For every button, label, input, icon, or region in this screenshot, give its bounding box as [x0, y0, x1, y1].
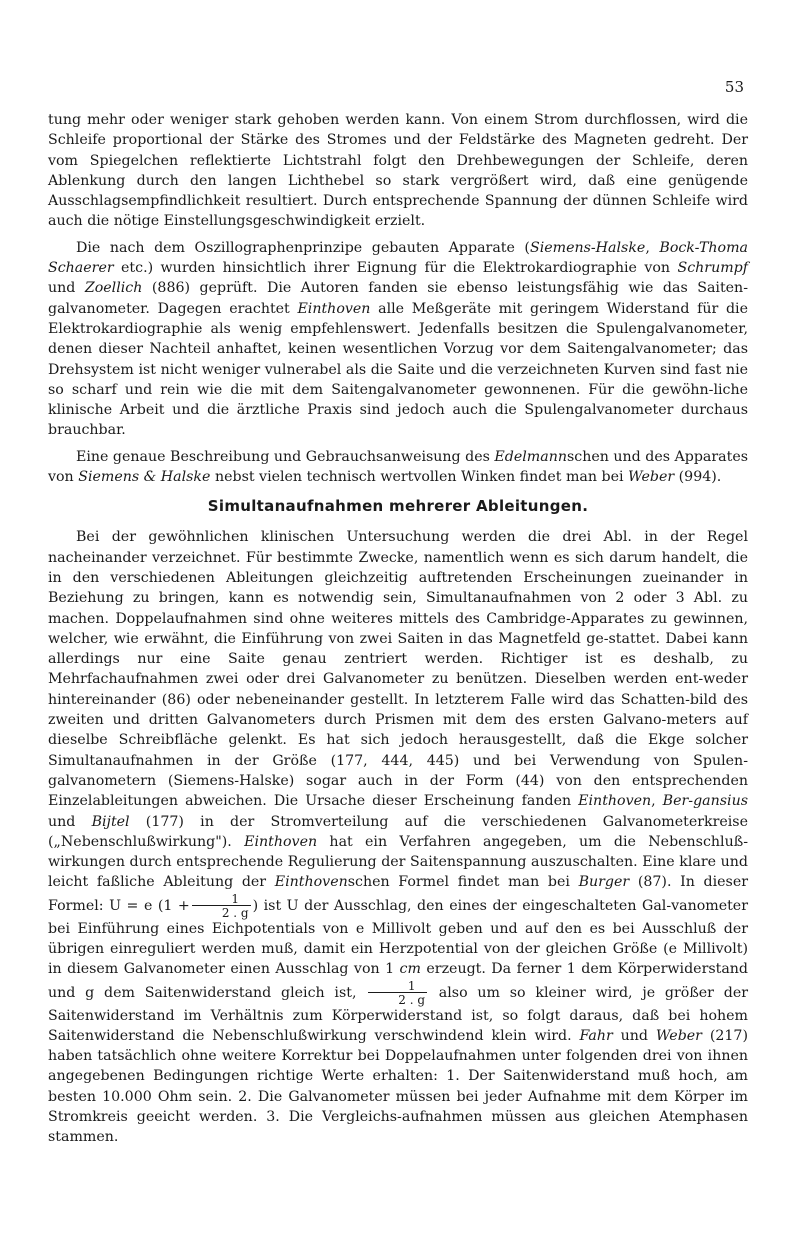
page-number: 53 [724, 78, 744, 96]
paragraph-2: Die nach dem Oszillographenprinzipe gebauten Apparate (Siemens-Halske, Bock-Thoma Schaerer etc.) wurden hinsichtlich ihrer Eignung für die Elektrokardiographie von Schrumpf und Zoellich (886) geprüft. Die Autoren fanden sie ebenso leistungsfähig wie das Saiten-galvanometer. Dagegen erachtet Einthoven alle Meßgeräte mit geringem Widerstand für die Elektrokardiographie als wenig empfehlenswert. Jedenfalls besitzen die Spulengalvanometer, denen dieser Nachteil anhaftet, keinen wesentlichen Vorzug vor dem Saitengalvanometer; das Drehsystem ist nicht weniger vulnerabel als die Saite und die verzeichneten Kurven sind fast nie so scharf und rein wie die mit dem Saitengalvanometer gewonnenen. Für die gewöhn-liche klinische Arbeit und die ärztliche Praxis sind jedoch auch die Spulengalvanometer durchaus brauchbar. [48, 239, 748, 439]
formula-fraction-2: $\frac{1}{2 . g}$ [368, 980, 427, 1006]
paragraph-1: tung mehr oder weniger stark gehoben werden kann. Von einem Strom durchflossen, wird die Schleife proportional der Stärke des Stromes und der Feldstärke des Magneten gedreht. Der vom Spiegelchen reflektierte Lichtstrahl folgt den Drehbewegungen der Schleife, deren Ablenkung durch den langen Lichthebel so stark vergrößert wird, daß eine genügende Ausschlagsempfindlichkeit resultiert. Durch entsprechende Spannung der dünnen Schleife wird auch die nötige Einstellungsgeschwindigkeit erzielt. [48, 112, 748, 230]
formula-fraction: $\frac{1}{2 . g}$ [192, 893, 251, 919]
paragraph-4: Bei der gewöhnlichen klinischen Untersuchung werden die drei Abl. in der Regel nacheinander verzeichnet. Für bestimmte Zwecke, namentlich wenn es sich darum handelt, die in den verschiedenen Ableitungen gleichzeitig auftretenden Erscheinungen zueinander in Beziehung zu bringen, kann es notwendig sein, Simultanaufnahmen von 2 oder 3 Abl. zu machen. Doppelaufnahmen sind ohne weiteres mittels des Cambridge-Apparates zu gewinnen, welcher, wie erwähnt, die Einführung von zwei Saiten in das Magnetfeld ge-stattet. Dabei kann allerdings nur eine Saite genau zentriert werden. Richtiger ist es deshalb, zu Mehrfachaufnahmen zwei oder drei Galvanometer zu benützen. Dieselben werden ent-weder hintereinander (86) oder nebeneinander gestellt. In letzterem Falle wird das Schatten-bild des zweiten und dritten Galvanometers durch Prismen mit dem des ersten Galvano-meters auf dieselbe Schreibfläche gelenkt. Es hat sich jedoch herausgestellt, daß die Ekge solcher Simultanaufnahmen in der Größe (177, 444, 445) und bei Verwendung von Spulen-galvanometern (Siemens-Halske) sogar auch in der Form (44) von den entsprechenden Einzelableitungen abweichen. Die Ursache dieser Erscheinung fanden Einthoven, Ber-gansius und Bijtel (177) in der Stromverteilung auf die verschiedenen Galvanometerkreise („Nebenschlußwirkung"). Einthoven hat ein Verfahren angegeben, um die Nebenschluß-wirkungen durch entsprechende Regulierung der Saitenspannung auszuschalten. Eine klare und leicht faßliche Ableitung der Einthovenschen Formel findet man bei Burger (87). In dieser Formel: U = e (1 + $\frac{1}{2 . g}$ ) ist U der Ausschlag, den eines der eingeschalteten Gal-vanometer bei Einführung eines Eichpotentials von e Millivolt geben und auf den es bei Ausschluß der übrigen einreguliert werden muß, damit ein Herzpotential von der gleichen Größe (e Millivolt) in diesem Galvanometer einen Ausschlag von 1 cm erzeugt. Da ferner 1 dem Körperwiderstand und g dem Saitenwiderstand gleich ist, $\frac{1}{2 . g}$ also um so kleiner wird, je größer der Saitenwiderstand im Verhältnis zum Körperwiderstand ist, so folgt daraus, daß bei hohem Saitenwiderstand die Nebenschlußwirkung verschwindend klein wird. Fahr und Weber (217) haben tatsächlich ohne weitere Korrektur bei Doppelaufnahmen unter folgenden drei von ihnen angegebenen Bedingungen richtige Werte erhalten: 1. Der Saitenwiderstand muß hoch, am besten 10.000 Ohm sein. 2. Die Galvanometer müssen bei jeder Aufnahme mit dem Körper im Stromkreis geeicht werden. 3. Die Vergleichs-aufnahmen müssen aus gleichen Atemphasen stammen. [48, 529, 749, 1146]
paragraph-3: Eine genaue Beschreibung und Gebrauchsanweisung des Edelmannschen und des Apparates von Siemens & Halske nebst vielen technisch wertvollen Winken findet man bei Weber (994). [48, 448, 749, 486]
page-body [48, 110, 748, 1148]
section-heading: Simultanaufnahmen mehrerer Ableitungen. [207, 497, 589, 516]
